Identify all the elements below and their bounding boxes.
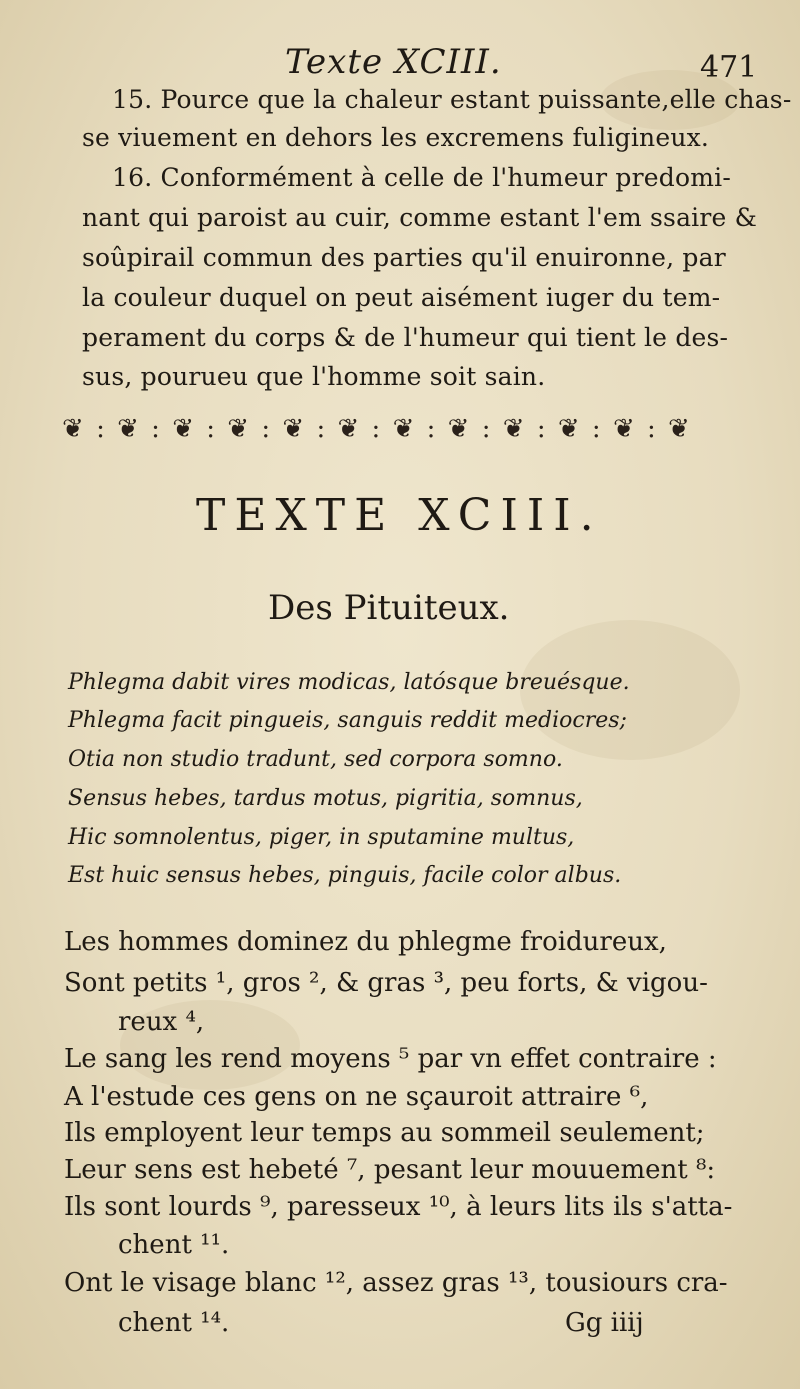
fleuron-icon: ❦ xyxy=(172,414,196,444)
french-verse-line: Sont petits ¹, gros ², & gras ³, peu forts, & vigou- xyxy=(64,968,708,998)
french-verse-line: Ils sont lourds ⁹, paresseux ¹⁰, à leurs lits ils s'atta- xyxy=(64,1192,733,1222)
section-subtitle: Des Pituiteux. xyxy=(268,588,510,628)
prev-text-line: 16. Conformément à celle de l'humeur predomi- xyxy=(112,163,731,192)
latin-verse-line: Otia non studio tradunt, sed corpora somno. xyxy=(68,747,563,772)
signature-mark: Gg iiij xyxy=(565,1308,644,1338)
french-verse-line: chent ¹¹. xyxy=(118,1230,230,1260)
fleuron-icon: ❦ xyxy=(392,414,417,444)
prev-text-line: sus, pourueu que l'homme soit sain. xyxy=(82,362,546,391)
section-title: TEXTE XCIII. xyxy=(196,490,603,541)
latin-verse-line: Phlegma facit pingueis, sanguis reddit mediocres; xyxy=(68,708,627,733)
latin-verse-line: Phlegma dabit vires modicas, latósque breuésque. xyxy=(68,670,630,695)
latin-verse-line: Sensus hebes, tardus motus, pigritia, somnus, xyxy=(68,786,583,811)
fleuron-icon: ❦ xyxy=(117,414,141,444)
fleuron-icon: ❦ xyxy=(282,414,307,444)
fleuron-icon: ❦ xyxy=(612,414,637,444)
fleuron-icon: ❦ xyxy=(668,414,692,444)
fleuron-icon: ❦ xyxy=(502,414,527,444)
prev-text-line: se viuement en dehors les excremens fuligineux. xyxy=(82,123,710,152)
fleuron-icon: ❦ xyxy=(227,414,252,444)
latin-verse-line: Est huic sensus hebes, pinguis, facile color albus. xyxy=(68,863,622,888)
decorative-ornament-band: ❦ : ❦ : ❦ : ❦ : ❦ : ❦ : ❦ : ❦ : ❦ : ❦ : ❦ : ❦ xyxy=(62,414,692,444)
french-verse-line: Le sang les rend moyens ⁵ par vn effet contraire : xyxy=(64,1044,717,1074)
latin-verse-line: Hic somnolentus, piger, in sputamine multus, xyxy=(68,825,575,850)
fleuron-icon: ❦ xyxy=(557,414,582,444)
prev-text-line: 15. Pource que la chaleur estant puissante,elle chas- xyxy=(112,85,792,114)
french-verse-line: Ont le visage blanc ¹², assez gras ¹³, tousiours cra- xyxy=(64,1268,728,1298)
french-verse-line: Les hommes dominez du phlegme froidureux, xyxy=(64,927,667,957)
french-verse-line: reux ⁴, xyxy=(118,1007,205,1037)
french-verse-line: Leur sens est hebeté ⁷, pesant leur mouuement ⁸: xyxy=(64,1155,716,1185)
prev-text-line: perament du corps & de l'humeur qui tient le des- xyxy=(82,323,729,352)
fleuron-icon: ❦ xyxy=(337,414,362,444)
prev-text-line: la couleur duquel on peut aisément iuger du tem- xyxy=(82,283,721,312)
fleuron-icon: ❦ xyxy=(62,414,86,444)
page-number: 471 xyxy=(700,50,758,85)
fleuron-icon: ❦ xyxy=(447,414,472,444)
french-verse-line: chent ¹⁴. xyxy=(118,1308,230,1338)
running-title: Texte XCIII. xyxy=(285,42,502,82)
prev-text-line: nant qui paroist au cuir, comme estant l'em ssaire & xyxy=(82,203,758,232)
french-verse-line: A l'estude ces gens on ne sçauroit attraire ⁶, xyxy=(64,1082,649,1112)
french-verse-line: Ils employent leur temps au sommeil seulement; xyxy=(64,1118,705,1148)
prev-text-line: soûpirail commun des parties qu'il enuironne, par xyxy=(82,243,726,272)
